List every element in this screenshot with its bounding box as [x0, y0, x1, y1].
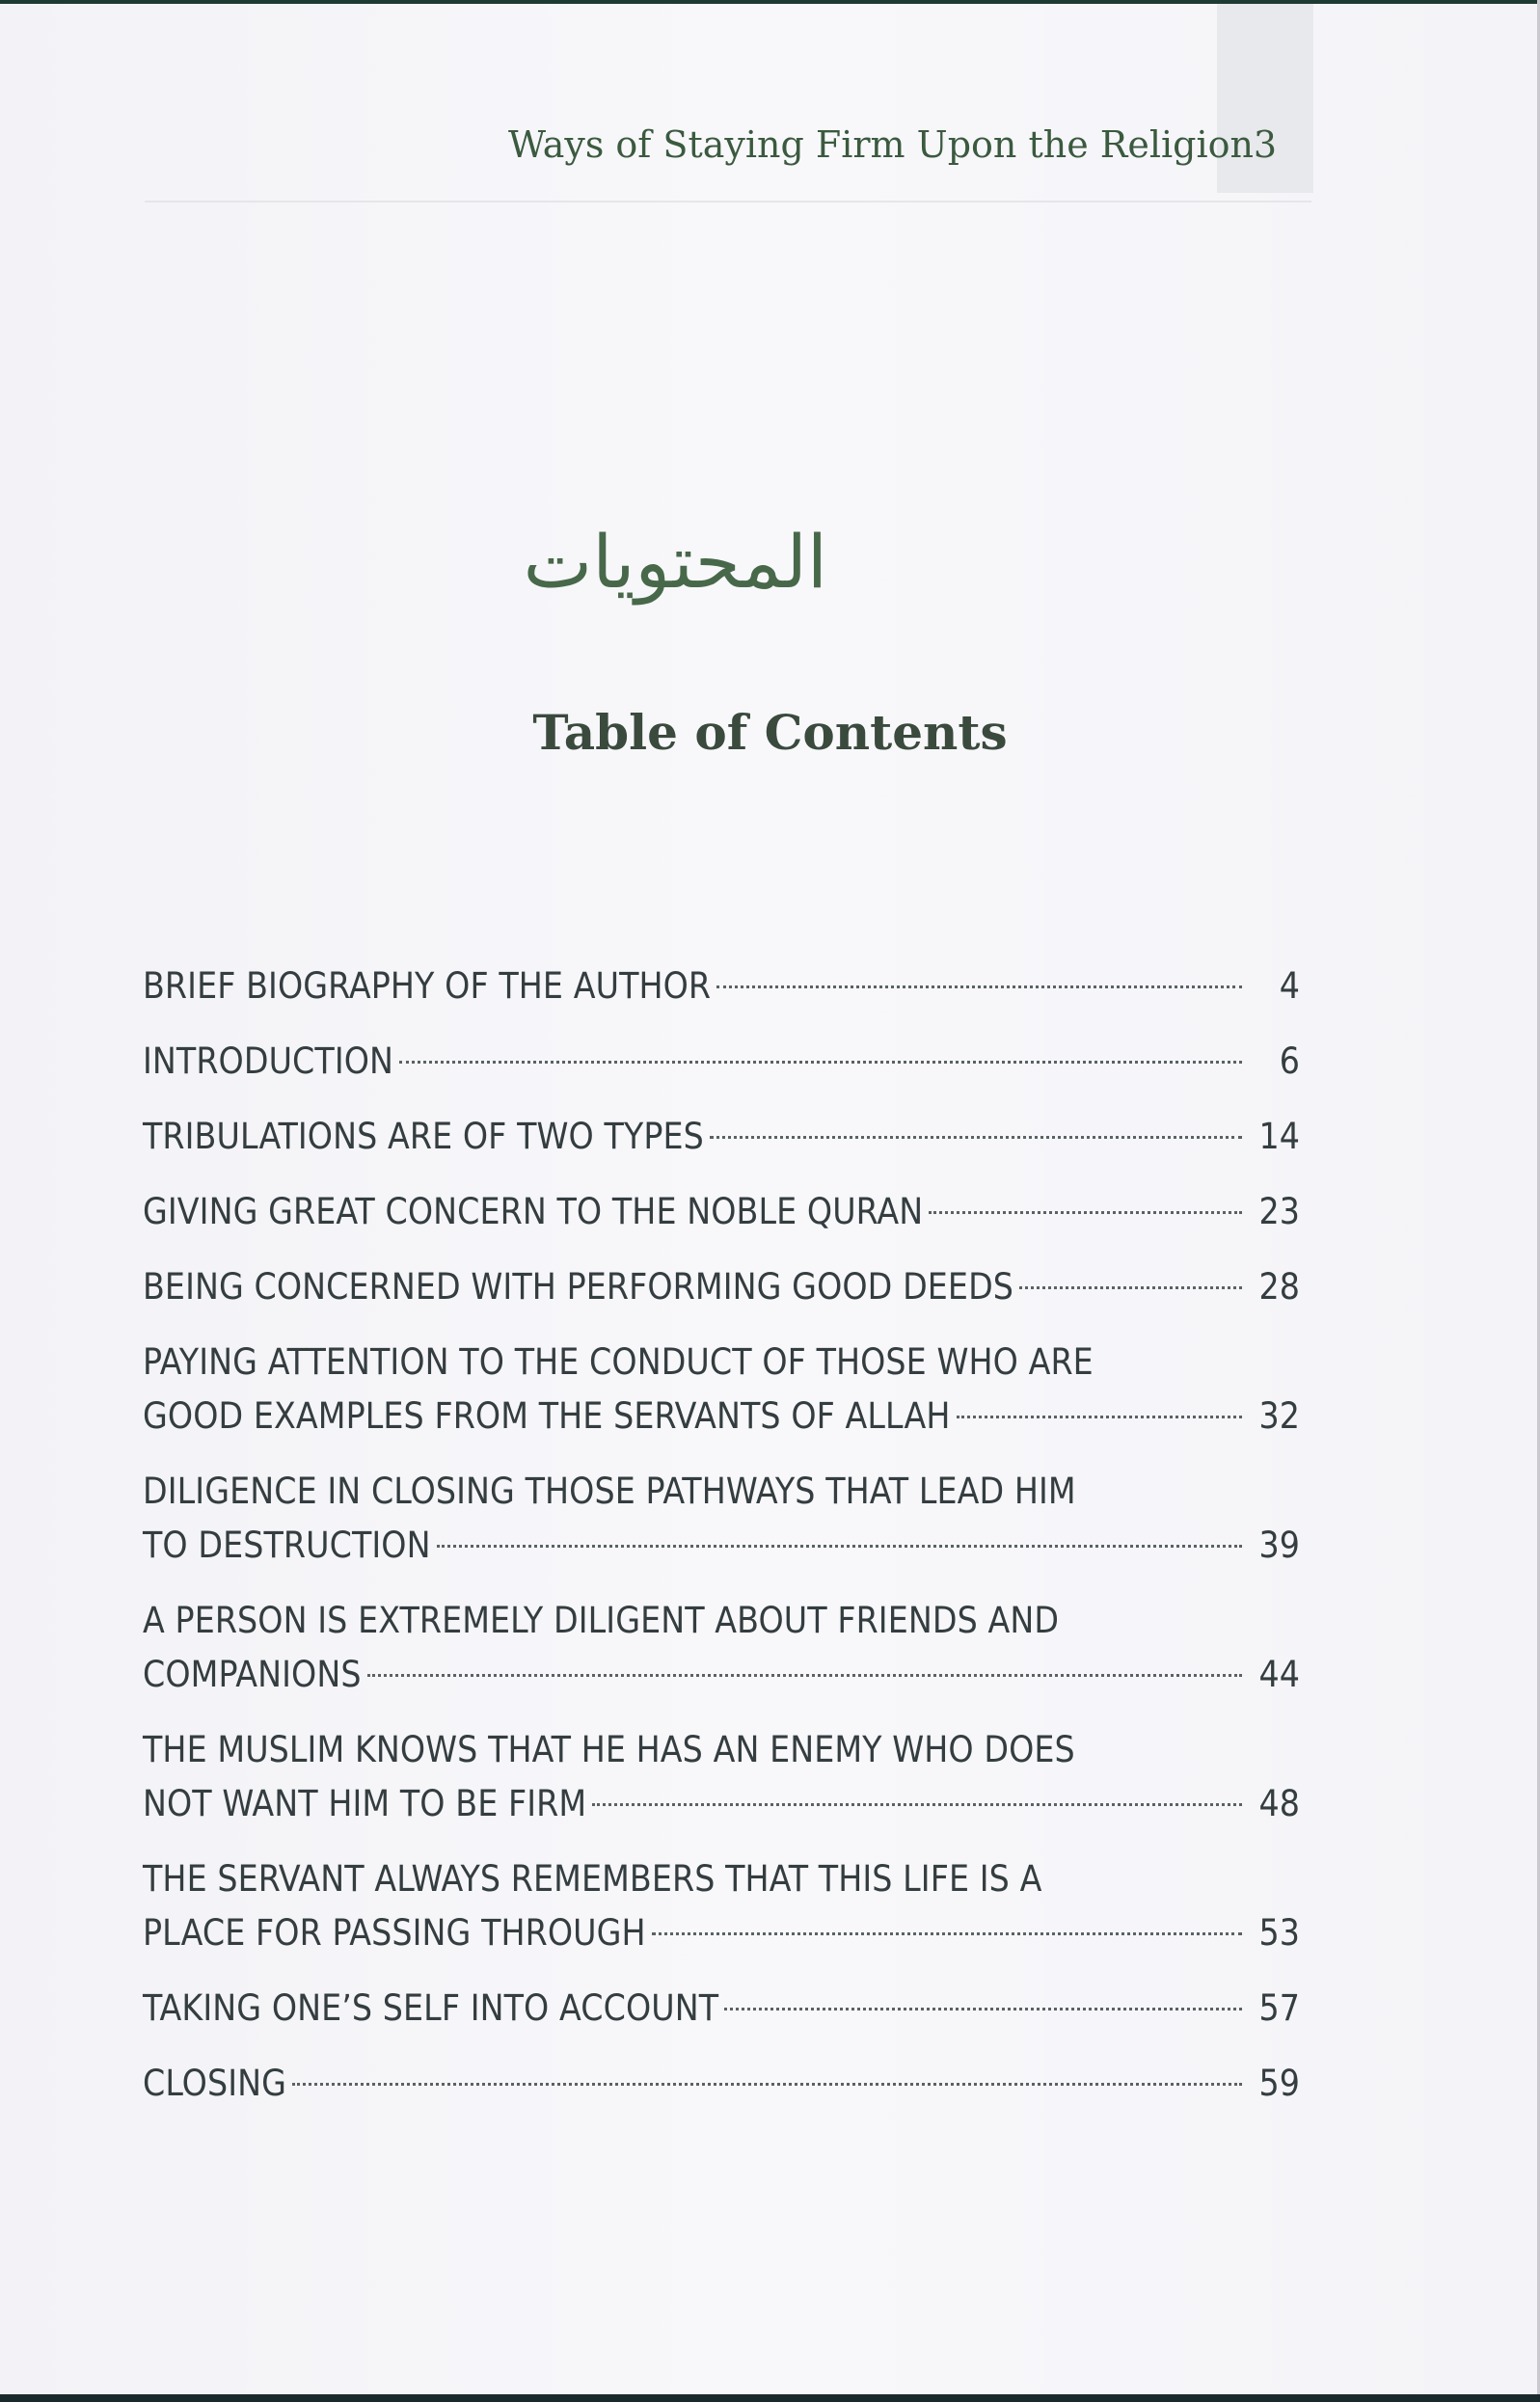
toc-entry-row [143, 959, 1300, 1013]
toc-entry-row [143, 1185, 1300, 1239]
toc-page-number: 39 [1258, 1525, 1300, 1566]
toc-entry-row [143, 1519, 1300, 1573]
toc-entry-title-line: THE SERVANT ALWAYS REMEMBERS THAT THIS LIFE IS A [143, 1858, 1042, 1900]
toc-dot-leader [957, 1416, 1242, 1418]
page-bottom-edge [0, 2394, 1540, 2402]
toc-entry[interactable] [143, 1185, 1300, 1239]
toc-dot-leader [652, 1932, 1242, 1935]
toc-entry-title-line: GIVING GREAT CONCERN TO THE NOBLE QURAN [143, 1191, 924, 1232]
running-header: Ways of Staying Firm Upon the Religion [507, 123, 1254, 166]
toc-entry-row [143, 1110, 1300, 1164]
toc-dot-leader [724, 2008, 1242, 2011]
toc-page-number: 48 [1258, 1783, 1300, 1824]
toc-entry-title-line: DILIGENCE IN CLOSING THOSE PATHWAYS THAT LEAD HIM [143, 1471, 1076, 1512]
toc-page-number: 6 [1279, 1040, 1300, 1082]
toc-entry[interactable] [143, 1594, 1300, 1702]
toc-entry-title-line: THE MUSLIM KNOWS THAT HE HAS AN ENEMY WHO DOES [143, 1729, 1075, 1770]
toc-entry-title-line: NOT WANT HIM TO BE FIRM [143, 1783, 587, 1824]
toc-dot-leader [929, 1211, 1242, 1214]
toc-page-number: 59 [1258, 2063, 1300, 2104]
toc-entry-title-line: TAKING ONE’S SELF INTO ACCOUNT [143, 1987, 719, 2029]
toc-entry-row [143, 1982, 1300, 2036]
toc-entry-title-line: BRIEF BIOGRAPHY OF THE AUTHOR [143, 965, 712, 1007]
toc-page-number: 4 [1279, 965, 1300, 1007]
toc-entry-title-line: PAYING ATTENTION TO THE CONDUCT OF THOSE WHO ARE [143, 1341, 1094, 1383]
toc-entry[interactable] [143, 2057, 1300, 2111]
toc-entry-title-line: COMPANIONS [143, 1654, 362, 1695]
toc-page-number: 23 [1258, 1191, 1300, 1232]
header-rule [145, 201, 1311, 202]
toc-entry[interactable] [143, 1723, 1300, 1831]
toc-entry-title-line: PLACE FOR PASSING THROUGH [143, 1912, 646, 1954]
toc-dot-leader [1019, 1286, 1242, 1289]
toc-entry-row [143, 1777, 1300, 1831]
arabic-calligraphy-title: المحتويات [523, 519, 827, 605]
toc-entry[interactable] [143, 1336, 1300, 1444]
toc-entry[interactable] [143, 1465, 1300, 1573]
table-of-contents [143, 959, 1300, 2132]
toc-entry-title-line: CLOSING [143, 2063, 287, 2104]
toc-dot-leader [292, 2083, 1242, 2086]
toc-dot-leader [437, 1545, 1242, 1548]
toc-dot-leader [399, 1061, 1242, 1064]
toc-entry[interactable] [143, 1260, 1300, 1314]
toc-page-number: 44 [1258, 1654, 1300, 1695]
toc-entry-row [143, 1260, 1300, 1314]
toc-page-number: 32 [1258, 1395, 1300, 1437]
toc-entry[interactable] [143, 1982, 1300, 2036]
toc-entry[interactable] [143, 1852, 1300, 1960]
toc-dot-leader [592, 1803, 1242, 1806]
toc-entry[interactable] [143, 1035, 1300, 1089]
toc-page-number: 28 [1258, 1266, 1300, 1308]
page-title: Table of Contents [532, 704, 1008, 761]
toc-entry-row [143, 1390, 1300, 1444]
toc-entry-row [143, 2057, 1300, 2111]
toc-entry-title-line: TO DESTRUCTION [143, 1525, 431, 1566]
toc-entry-title-line: INTRODUCTION [143, 1040, 394, 1082]
toc-dot-leader [716, 985, 1242, 988]
toc-page-number: 57 [1258, 1987, 1300, 2029]
toc-entry-title-line: TRIBULATIONS ARE OF TWO TYPES [143, 1116, 704, 1157]
page-number: 3 [1253, 123, 1278, 166]
toc-entry-row [143, 1035, 1300, 1089]
toc-entry-row [143, 1648, 1300, 1702]
toc-dot-leader [710, 1136, 1242, 1139]
toc-entry[interactable] [143, 1110, 1300, 1164]
toc-entry[interactable] [143, 959, 1300, 1013]
toc-entry-title-line: GOOD EXAMPLES FROM THE SERVANTS OF ALLAH [143, 1395, 951, 1437]
toc-dot-leader [367, 1674, 1242, 1677]
toc-entry-row [143, 1906, 1300, 1960]
toc-page-number: 14 [1258, 1116, 1300, 1157]
toc-entry-title-line: A PERSON IS EXTREMELY DILIGENT ABOUT FRIENDS AND [143, 1600, 1060, 1641]
toc-entry-title-line: BEING CONCERNED WITH PERFORMING GOOD DEEDS [143, 1266, 1014, 1308]
toc-page-number: 53 [1258, 1912, 1300, 1954]
